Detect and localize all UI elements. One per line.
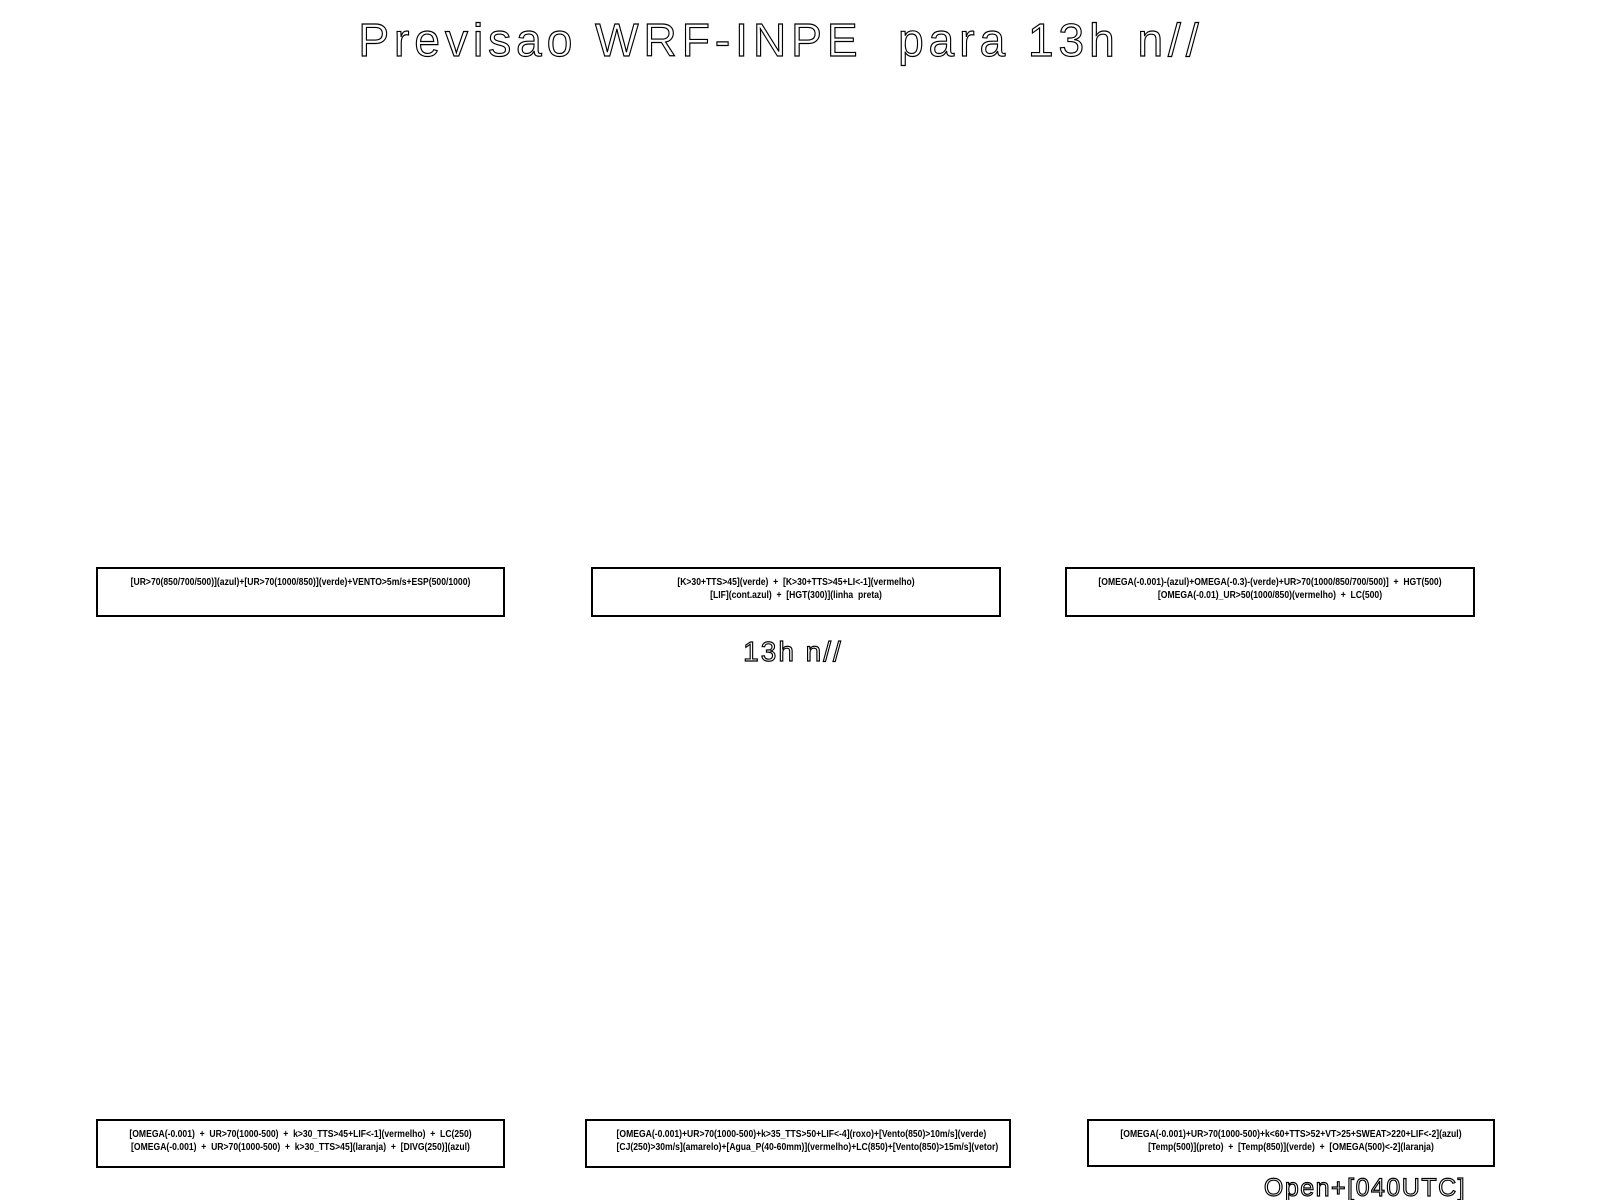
panel-formula-line: [OMEGA(-0.001)-(azul)+OMEGA(-0.3)-(verde)+UR>70(1000/850/700/500)] + HGT(500) <box>1098 577 1442 588</box>
panel-top-right <box>1065 567 1475 617</box>
panel-formula-line: [UR>70(850/700/500)](azul)+[UR>70(1000/850)](verde)+VENTO>5m/s+ESP(500/1000) <box>130 577 471 588</box>
panel-top-center <box>591 567 1001 617</box>
panel-formula-line: [K>30+TTS>45](verde) + [K>30+TTS>45+LI<-1](vermelho) <box>677 577 915 588</box>
panel-formula-line: [Temp(500)](preto) + [Temp(850)](verde) + [OMEGA(500)<-2](laranja) <box>1148 1141 1434 1153</box>
panel-bottom-left <box>96 1119 505 1168</box>
panel-formula-line: [OMEGA(-0.01)_UR>50(1000/850)(vermelho) + LC(500) <box>1157 589 1383 601</box>
center-time-label: 13h n// <box>743 636 843 667</box>
panel-top-left <box>96 567 505 617</box>
panel-formula-line: [OMEGA(-0.001)+UR>70(1000-500)+k<60+TTS>52+VT>25+SWEAT>220+LIF<-2](azul) <box>1120 1129 1462 1140</box>
panel-formula-line: [OMEGA(-0.001) + UR>70(1000-500) + k>30_TTS>45](laranja) + [DIVG(250)](azul) <box>131 1141 470 1153</box>
footer-open-label: Open+[040UTC] <box>1263 1174 1467 1200</box>
page-title: Previsao WRF-INPE para 13h n// <box>358 14 1204 66</box>
panel-formula-line: [CJ(250)>30m/s](amarelo)+[Agua_P(40-60mm)](vermelho)+LC(850)+[Vento(850)>15m/s](vetor) <box>616 1141 999 1153</box>
panel-formula-line: [OMEGA(-0.001)+UR>70(1000-500)+k>35_TTS>50+LIF<-4](roxo)+[Vento(850)>10m/s](verde) <box>616 1129 987 1140</box>
panel-bottom-center <box>585 1119 1011 1168</box>
panel-formula-line: [LIF](cont.azul) + [HGT(300)](linha preta) <box>710 589 882 601</box>
panel-bottom-right <box>1087 1119 1495 1167</box>
panel-formula-line: [OMEGA(-0.001) + UR>70(1000-500) + k>30_TTS>45+LIF<-1](vermelho) + LC(250) <box>129 1129 472 1140</box>
